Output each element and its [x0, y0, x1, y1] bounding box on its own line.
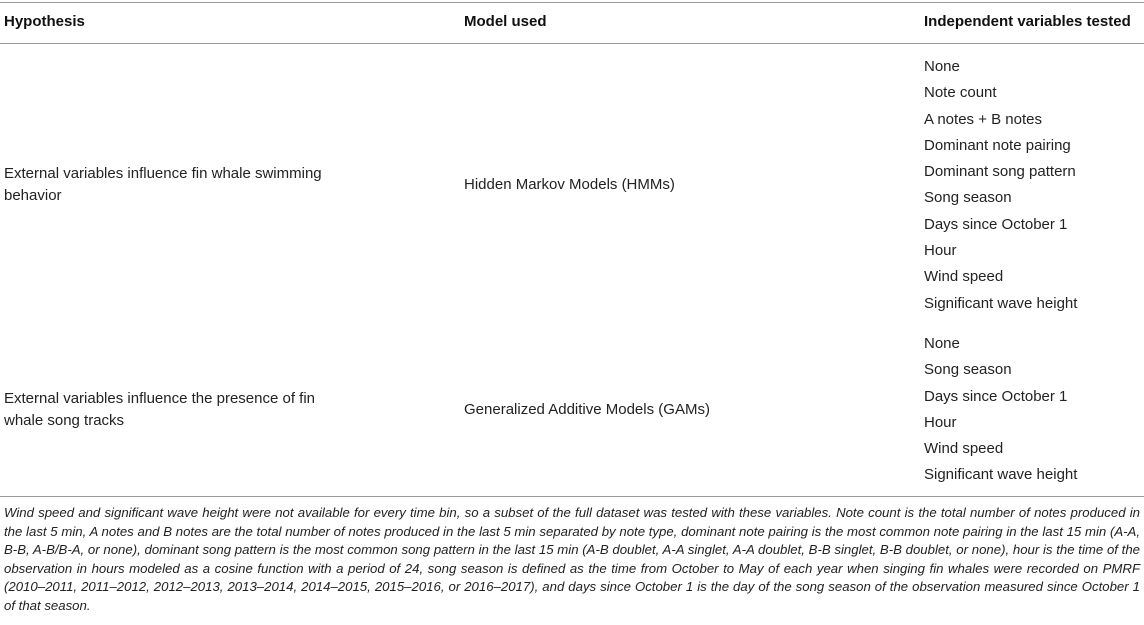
header-model-used: Model used — [464, 13, 547, 30]
row-1-model: Hidden Markov Models (HMMs) — [464, 176, 675, 193]
list-item: Days since October 1 — [924, 387, 1068, 405]
list-item: Note count — [924, 84, 997, 102]
table-footnote: Wind speed and significant wave height were not available for every time bin, so a subset of the full dataset was tested with these variables. Note count is the total number of notes produced in the last 5 min, A notes and B notes are the total number of notes produced in the last 5 min separated by note type, dominant note pairing is the most common note pairing in the last 15 min (A-A, B-B, A-B/B-A, or none), dominant song pattern is the most common song pattern in the last 15 min (A-B doublet, A-A singlet, A-A doublet, B-B singlet, B-B doublet, or none), hour is the time of the observation in hours modeled as a cosine function with a period of 24, song season is defined as the time from October to May of each year when singing fin whales were recorded on PMRF (2010–2011, 2011–2012, 2012–2013, 2013–2014, 2014–2015, 2015–2016, or 2016–2017), and days since October 1 is the day of the song season of the observation measured since October 1 of that season. — [4, 505, 1140, 613]
list-item: Dominant note pairing — [924, 136, 1071, 154]
list-item: Wind speed — [924, 440, 1004, 458]
row-1-variables-list — [924, 56, 1077, 319]
header-hypothesis: Hypothesis — [4, 13, 85, 30]
header-independent-variables: Independent variables tested — [924, 13, 1131, 30]
list-item: None — [924, 58, 960, 75]
table-top-rule — [0, 2, 1144, 3]
row-1-hypothesis: External variables influence fin whale swimming behavior — [4, 165, 322, 204]
list-item: Hour — [924, 242, 957, 260]
table-bottom-rule — [0, 496, 1144, 497]
row-2-hypothesis: External variables influence the presence of fin whale song tracks — [4, 390, 316, 429]
list-item: Significant wave height — [924, 466, 1078, 484]
list-item: Hour — [924, 413, 957, 431]
list-item: Wind speed — [924, 268, 1004, 286]
table-header-rule — [0, 43, 1144, 44]
row-2-variables-list — [924, 333, 1077, 491]
list-item: Significant wave height — [924, 294, 1078, 312]
list-item: Dominant song pattern — [924, 163, 1076, 181]
list-item: Song season — [924, 361, 1012, 379]
list-item: Days since October 1 — [924, 215, 1068, 233]
row-2-model: Generalized Additive Models (GAMs) — [464, 401, 710, 418]
list-item: None — [924, 335, 960, 352]
list-item: Song season — [924, 189, 1012, 207]
list-item: A notes + B notes — [924, 110, 1043, 128]
